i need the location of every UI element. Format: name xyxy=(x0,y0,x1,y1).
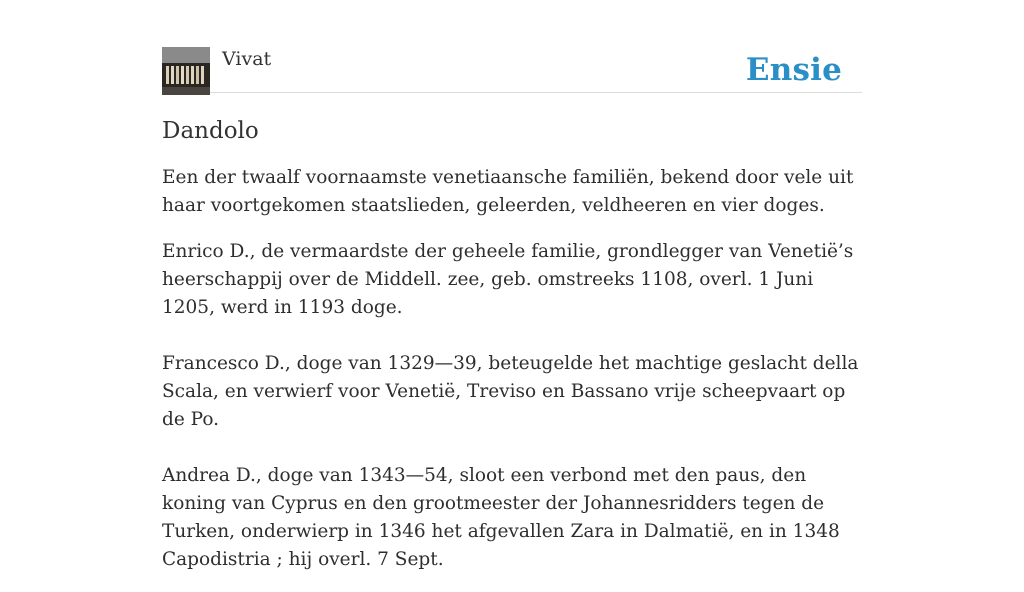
article-title: Dandolo xyxy=(162,118,259,144)
article-paragraph-intro: Een der twaalf voornaamste venetiaansche familiën, bekend door vele uit haar voortgekomen staatslieden, geleerden, veldheeren en vier doges. xyxy=(162,167,854,216)
username[interactable]: Vivat xyxy=(222,48,272,70)
avatar[interactable] xyxy=(162,47,210,95)
avatar-image xyxy=(162,47,210,95)
brand-logo[interactable]: Ensie xyxy=(745,52,842,88)
page-header xyxy=(162,47,862,93)
article xyxy=(162,114,862,592)
article-paragraph-enrico: Enrico D., de vermaardste der geheele familie, grondlegger van Venetië’s heerschappij over de Middell. zee, geb. omstreeks 1108, overl. 1 Juni 1205, werd in 1193 doge. xyxy=(162,241,854,318)
article-paragraph-francesco: Francesco D., doge van 1329—39, beteugelde het machtige geslacht della Scala, en verwierf voor Venetië, Treviso en Bassano vrije scheepvaart op de Po. xyxy=(162,353,859,430)
article-paragraph-andrea: Andrea D., doge van 1343—54, sloot een verbond met den paus, den koning van Cyprus en den grootmeester der Johannesridders tegen de Turken, onderwierp in 1346 het afgevallen Zara in Dalmatië, en in 1348 Capodistria ; hij overl. 7 Sept. xyxy=(162,465,840,570)
